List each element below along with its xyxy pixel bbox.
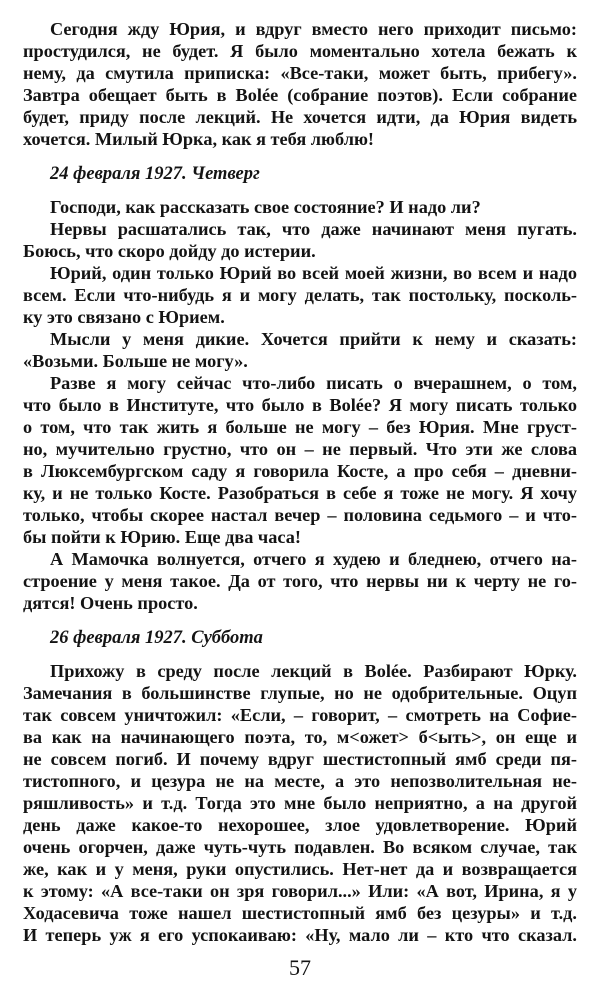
text-line: день даже какое-то нехорошее, злое удовлетворение. Юрий: [23, 815, 577, 835]
text-line: не совсем погиб. И почему вдруг шестистопный ямб среди пя-: [23, 749, 577, 769]
text-line: в Люксембургском саду я говорила Косте, а про себя – дневни-: [23, 461, 577, 481]
text-line: простудился, не будет. Я было моментально хотела бежать к: [23, 41, 577, 61]
text-line: очень огорчен, даже чуть-чуть подавлен. Во всяком случае, так: [23, 837, 577, 857]
paragraph: [23, 660, 577, 946]
text-line: Разве я могу сейчас что-либо писать о вчерашнем, о том,: [50, 373, 577, 393]
page-body: [23, 18, 577, 946]
text-line: Господи, как рассказать свое состояние? И надо ли?: [50, 197, 481, 217]
paragraph: [23, 548, 577, 614]
paragraph: [23, 262, 577, 328]
text-line: что было в Институте, что было в Bolée? Я могу писать только: [23, 395, 577, 415]
text-line: Прихожу в среду после лекций в Bolée. Разбирают Юрку.: [50, 661, 577, 681]
paragraph: [23, 328, 577, 372]
text-line: же, как и у меня, руки опустились. Нет-нет да и возвращается: [23, 859, 577, 879]
page-number: 57: [289, 955, 311, 980]
text-line: нему, да смутила приписка: «Все-таки, может быть, прибегу».: [23, 63, 577, 83]
text-line: к этому: «А все-таки он зря говорил...» Или: «А вот, Ирина, я у: [23, 881, 577, 901]
text-line: хочется. Милый Юрка, как я тебя люблю!: [23, 129, 375, 149]
paragraph: [23, 18, 577, 150]
text-line: так совсем уничтожил: «Если, – говорит, – смотреть на Софие-: [23, 705, 577, 725]
entry-date-heading: 24 февраля 1927. Четверг: [50, 164, 260, 184]
text-line: Замечания в большинстве глупые, но не одобрительные. Оцуп: [23, 683, 577, 703]
paragraph: [23, 372, 577, 548]
paragraph: [23, 218, 577, 262]
text-line: Сегодня жду Юрия, и вдруг вместо него приходит письмо:: [50, 19, 577, 39]
text-line: но, мучительно грустно, что он – не первый. Что эти же слова: [23, 439, 577, 459]
text-line: Ходасевича тоже нашел шестистопный ямб без цезуры» и т.д.: [23, 903, 577, 923]
text-line: бы пойти к Юрию. Еще два часа!: [23, 527, 301, 547]
text-line: всем. Если что-нибудь я и могу делать, так постольку, посколь-: [23, 285, 577, 305]
text-line: Нервы расшатались так, что даже начинают меня пугать.: [50, 219, 577, 239]
text-line: тистопного, и цезура не на месте, а это непозволительная не-: [23, 771, 577, 791]
text-line: Боюсь, что скоро дойду до истерии.: [23, 241, 316, 261]
text-line: ряшливость» и т.д. Тогда это мне было неприятно, а на другой: [23, 793, 577, 813]
text-line: А Мамочка волнуется, отчего я худею и бледнею, отчего на-: [50, 549, 577, 569]
paragraph: [23, 196, 577, 218]
text-line: Юрий, один только Юрий во всей моей жизни, во всем и надо: [50, 263, 577, 283]
text-line: о том, что так жить я больше не могу – без Юрия. Мне груст-: [23, 417, 577, 437]
entry-date-heading: 26 февраля 1927. Суббота: [50, 628, 263, 648]
text-line: строение у меня такое. Да от того, что нервы ни к черту не го-: [23, 571, 577, 591]
text-line: И теперь уж я его успокаиваю: «Ну, мало ли – кто что сказал.: [23, 925, 577, 945]
text-line: дятся! Очень просто.: [23, 593, 198, 613]
text-line: ку, и не только Косте. Разобраться в себе я тоже не могу. Я хочу: [23, 483, 577, 503]
text-line: будет, приду после лекций. Не хочется идти, да Юрия видеть: [23, 107, 577, 127]
text-line: ку это связано с Юрием.: [23, 307, 225, 327]
text-line: Завтра обещает быть в Bolée (собрание поэтов). Если собрание: [23, 85, 577, 105]
text-line: Мысли у меня дикие. Хочется прийти к нему и сказать:: [50, 329, 577, 349]
text-line: только, чтобы скорее настал вечер – половина седьмого – и что-: [23, 505, 577, 525]
text-line: ва как на начинающего поэта, то, м<ожет> б<ыть>, он еще и: [23, 727, 577, 747]
text-line: «Возьми. Больше не могу».: [23, 351, 248, 371]
